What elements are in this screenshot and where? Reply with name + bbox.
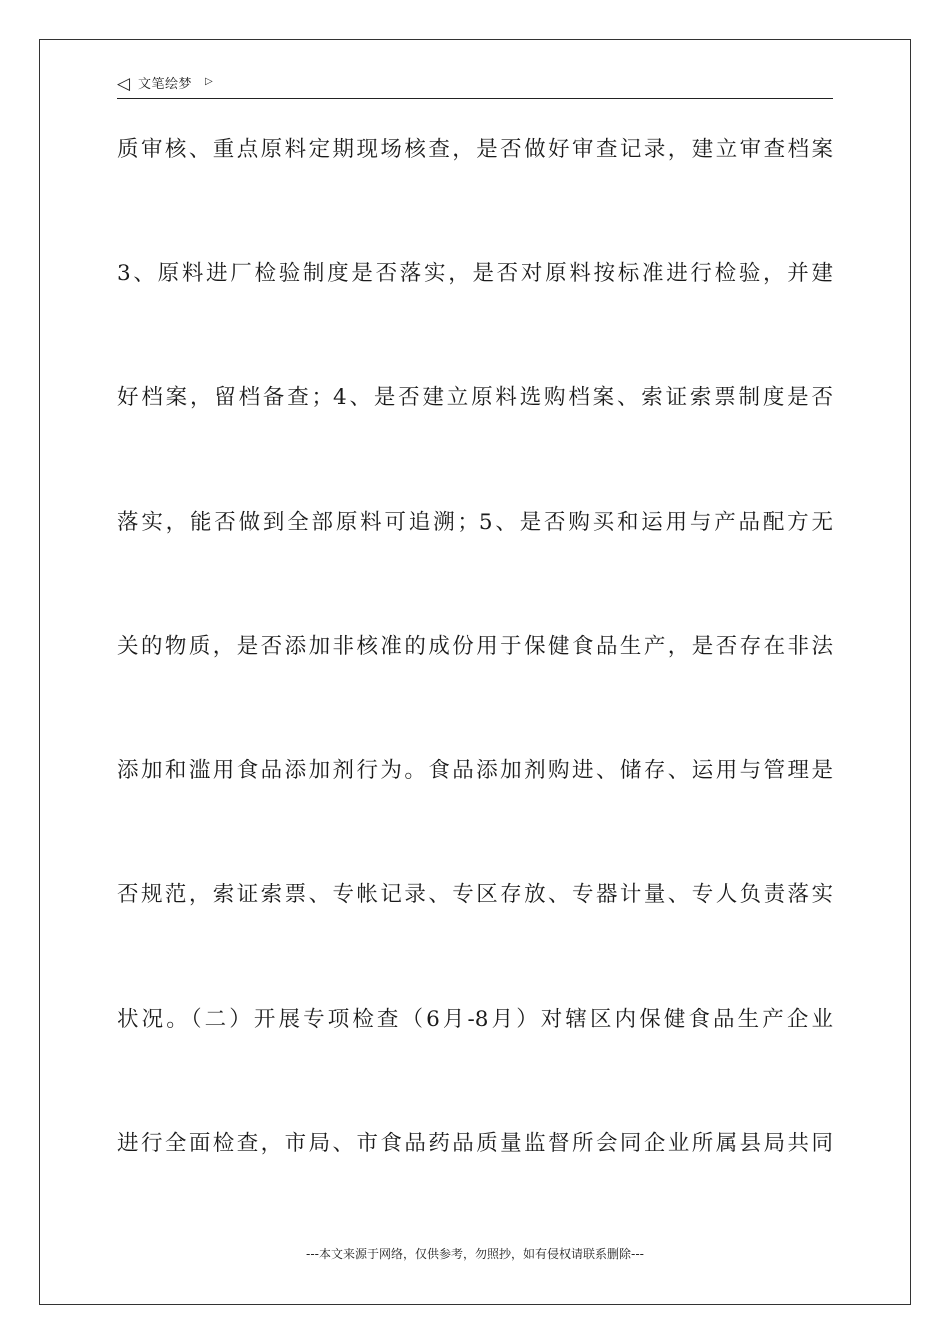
body-line: 好档案，留档备查；4、是否建立原料选购档案、索证索票制度是否 [117, 385, 833, 410]
body-line: 状况。（二）开展专项检查（6月-8月）对辖区内保健食品生产企业 [117, 1007, 833, 1032]
body-line: 3、原料进厂检验制度是否落实，是否对原料按标准进行检验，并建 [117, 261, 833, 286]
footer-disclaimer: ---本文来源于网络，仅供参考，勿照抄，如有侵权请联系删除--- [306, 1247, 644, 1261]
page-border [39, 39, 911, 1305]
body-line: 质审核、重点原料定期现场核查，是否做好审查记录，建立审查档案 [117, 137, 833, 162]
triangle-left-icon: ◁ [117, 74, 131, 94]
header-title: 文笔绘梦 [138, 77, 193, 92]
page-header [117, 73, 833, 99]
body-line: 否规范，索证索票、专帐记录、专区存放、专器计量、专人负责落实 [117, 882, 833, 907]
body-line: 关的物质，是否添加非核准的成份用于保健食品生产，是否存在非法 [117, 634, 833, 659]
body-line: 添加和滥用食品添加剂行为。食品添加剂购进、储存、运用与管理是 [117, 758, 833, 783]
body-line: 进行全面检查，市局、市食品药品质量监督所会同企业所属县局共同 [117, 1131, 833, 1156]
triangle-right-icon: ▷ [205, 76, 213, 87]
body-line: 落实，能否做到全部原料可追溯；5、是否购买和运用与产品配方无 [117, 510, 833, 535]
